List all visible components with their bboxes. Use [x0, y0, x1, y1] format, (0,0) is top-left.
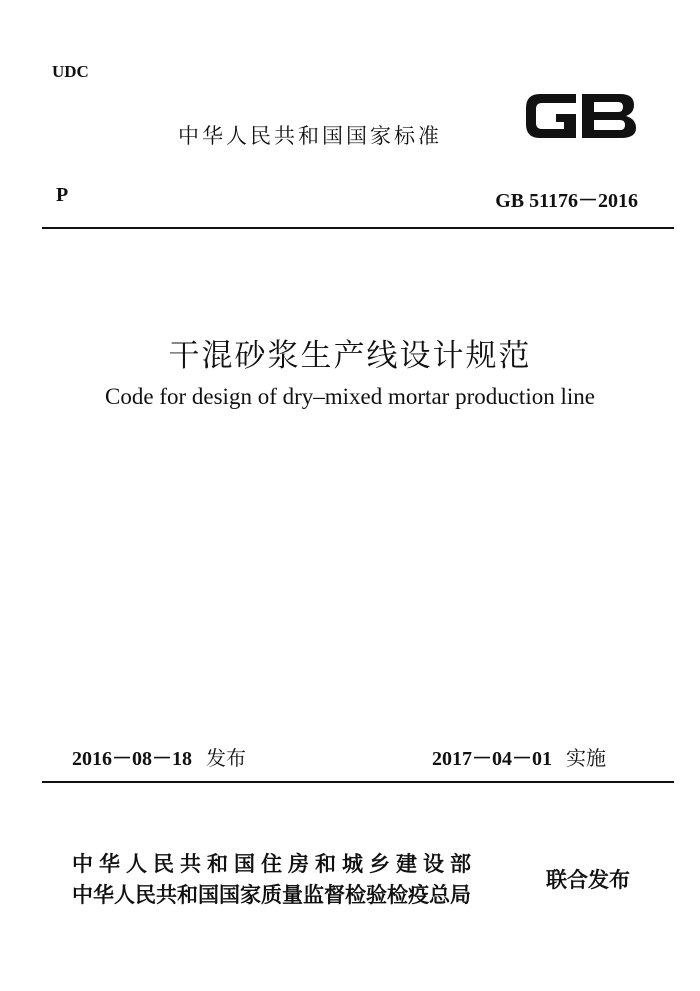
top-divider [42, 227, 674, 229]
title-chinese: 干混砂浆生产线设计规范 [168, 338, 532, 374]
joint-issue-label: 联合发布 [546, 868, 630, 892]
implementation-label: 实施 [566, 746, 606, 770]
standard-type: 中华人民共和国国家标准 [178, 124, 442, 148]
implementation-date-row [432, 742, 606, 771]
implementation-date: 2017－04－01 [432, 748, 552, 770]
bottom-divider [42, 781, 674, 783]
issuer-aqsiq: 中华人民共和国国家质量监督检验检疫总局 [72, 883, 471, 907]
classification-code: P [56, 184, 69, 206]
issue-date-row [72, 742, 246, 771]
issue-date: 2016－08－18 [72, 748, 192, 770]
issue-label: 发布 [206, 746, 246, 770]
issuer-ministry: 中华人民共和国住房和城乡建设部 [72, 852, 477, 876]
standard-number: GB 51176－2016 [495, 190, 638, 212]
udc-label: UDC [52, 62, 89, 81]
title-english: Code for design of dry–mixed mortar production line [105, 384, 595, 409]
gb-logo-icon [520, 86, 640, 146]
